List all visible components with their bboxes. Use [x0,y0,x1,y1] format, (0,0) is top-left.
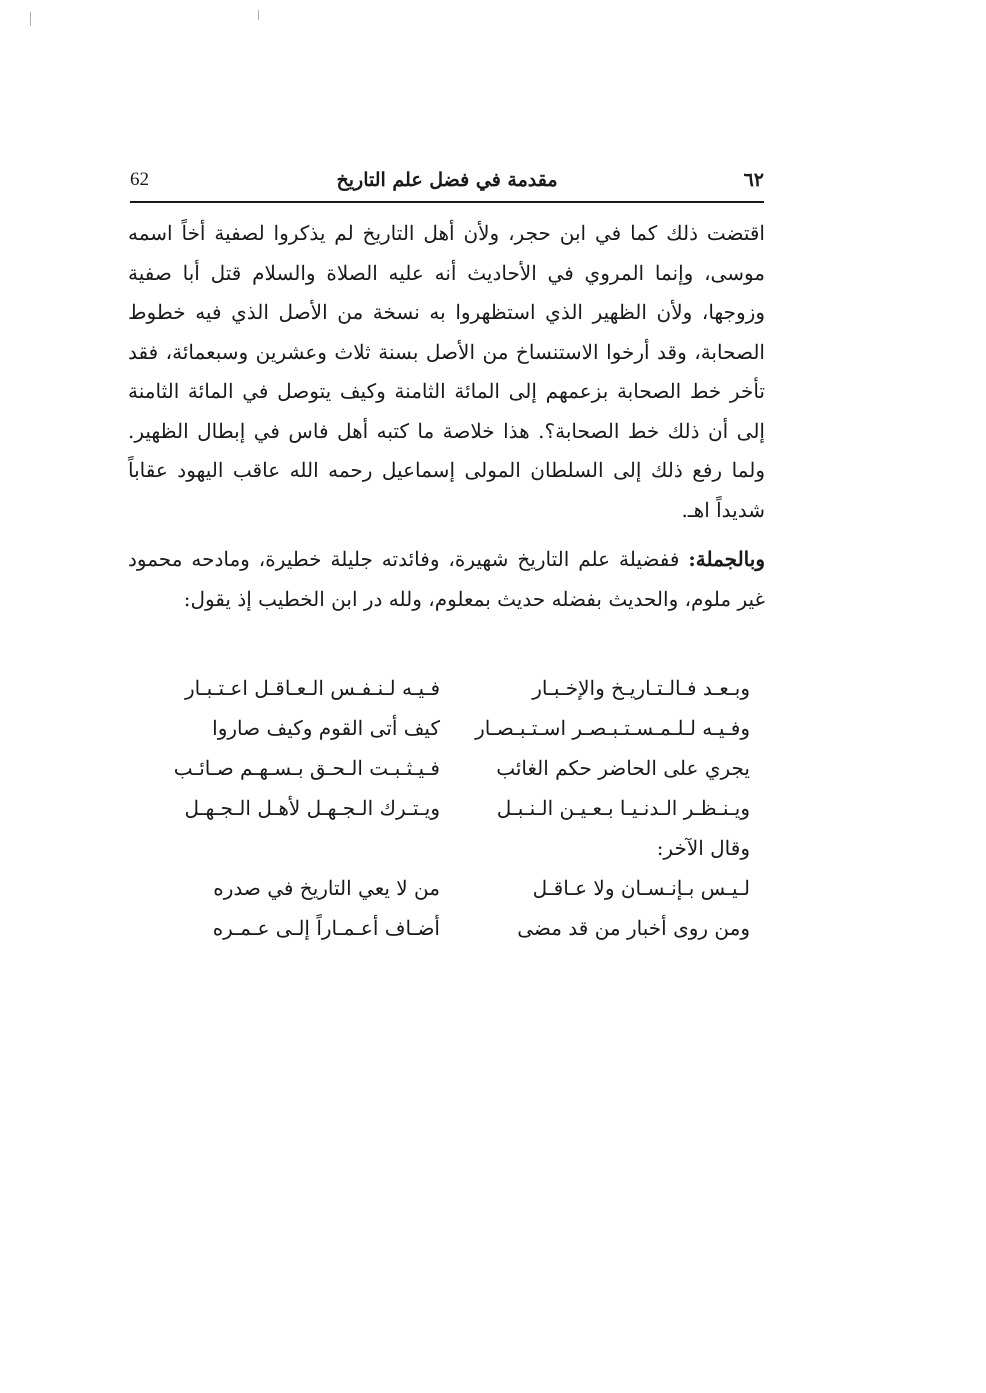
verse-hemistich-first: وفـيـه لـلـمـسـتـبـصـر اسـتـبـصـار [475,716,750,740]
verse [160,788,750,828]
verse-hemistich-second: فـيـه لـنـفـس الـعـاقـل اعـتـبـار [185,676,440,700]
verse [160,708,750,748]
paragraph-2 [128,540,765,619]
body-text [128,214,765,619]
verse [160,868,750,908]
page-number-arabic: ٦٢ [743,169,764,191]
poem-2-intro: وقال الآخر: [656,836,750,860]
paragraph-2-lead: وبالجملة: [688,547,765,571]
poem [160,668,750,948]
scan-mark-top-right [258,10,259,20]
page-number-latin: 62 [130,169,149,190]
verse-hemistich-first: وبـعـد فـالـتـاريـخ والإخـبـار [532,676,750,700]
running-title: مقدمة في فضل علم التاريخ [336,169,558,191]
verse [160,748,750,788]
verse-hemistich-first: لـيـس بـإنـسـان ولا عـاقـل [532,876,750,900]
verse [160,668,750,708]
paragraph-2-text: ففضيلة علم التاريخ شهيرة، وفائدته جليلة خطيرة، ومادحه محمود غير ملوم، والحديث بفضله حديث بمعلوم، ولله در ابن الخطيب إذ يقول: [128,547,765,611]
verse-hemistich-first: ويـنـظـر الـدنـيـا بـعـيـن الـنـبـل [496,796,750,820]
verse-hemistich-second: أضـاف أعـمـاراً إلـى عـمـره [212,916,440,940]
verse-hemistich-second: كيف أتى القوم وكيف صاروا [212,716,440,740]
scan-mark-top-left [30,12,31,26]
verse [160,908,750,948]
header-rule [130,201,764,203]
verse-hemistich-first: ومن روى أخبار من قد مضى [517,916,750,940]
verse-hemistich-second: من لا يعي التاريخ في صدره [213,876,440,900]
verse-hemistich-second: فـيـثـبـت الـحـق بـسـهـم صـائـب [173,756,440,780]
verse-hemistich-second: ويـتـرك الـجـهـل لأهـل الـجـهـل [184,796,440,820]
paragraph-1: اقتضت ذلك كما في ابن حجر، ولأن أهل التاريخ لم يذكروا لصفية أخاً اسمه موسى، وإنما المروي في الأحاديث أنه عليه الصلاة والسلام قتل أبا صفية وزوجها، ولأن الظهير الذي استظهروا به نسخة من الأصل الذي فيه خطوط الصحابة، وقد أرخوا الاستنساخ من الأصل بسنة ثلاث وعشرين وسبعمائة، فقد تأخر خط الصحابة بزعمهم إلى المائة الثامنة وكيف يتوصل في المائة الثامنة إلى أن ذلك خط الصحابة؟. هذا خلاصة ما كتبه أهل فاس في إبطال الظهير. ولما رفع ذلك إلى السلطان المولى إسماعيل رحمه الله عاقب اليهود عقاباً شديداً اهـ. [128,221,765,522]
page-header [130,165,764,205]
verse-hemistich-first: يجري على الحاضر حكم الغائب [496,756,750,780]
